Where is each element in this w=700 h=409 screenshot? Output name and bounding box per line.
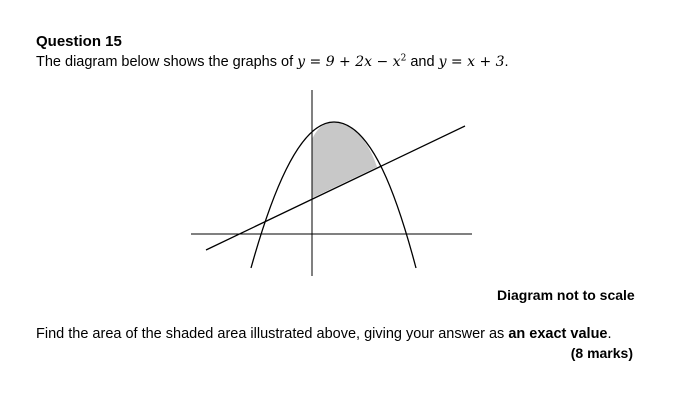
- question-intro: [36, 52, 509, 72]
- equation-parabola-text: y = 9 + 2x − x: [297, 54, 401, 70]
- graph-diagram: [180, 84, 480, 284]
- task-prefix: Find the area of the shaded area illustrated above, giving your answer as: [36, 326, 509, 342]
- intro-and: and: [406, 54, 439, 70]
- intro-prefix: The diagram below shows the graphs of: [36, 54, 298, 70]
- question-title: Question 15: [36, 33, 122, 50]
- shaded-region: [312, 122, 377, 198]
- task-emphasis: an exact value: [508, 326, 608, 342]
- equation-parabola: [297, 54, 406, 70]
- task-suffix: .: [607, 326, 612, 342]
- marks-label: (8 marks): [570, 345, 633, 361]
- equation-line: y = x + 3: [438, 54, 505, 70]
- intro-suffix: .: [504, 54, 509, 70]
- diagram-caption: Diagram not to scale: [497, 287, 635, 303]
- task-text: [36, 324, 612, 344]
- equation-parabola-exponent: 2: [400, 53, 407, 64]
